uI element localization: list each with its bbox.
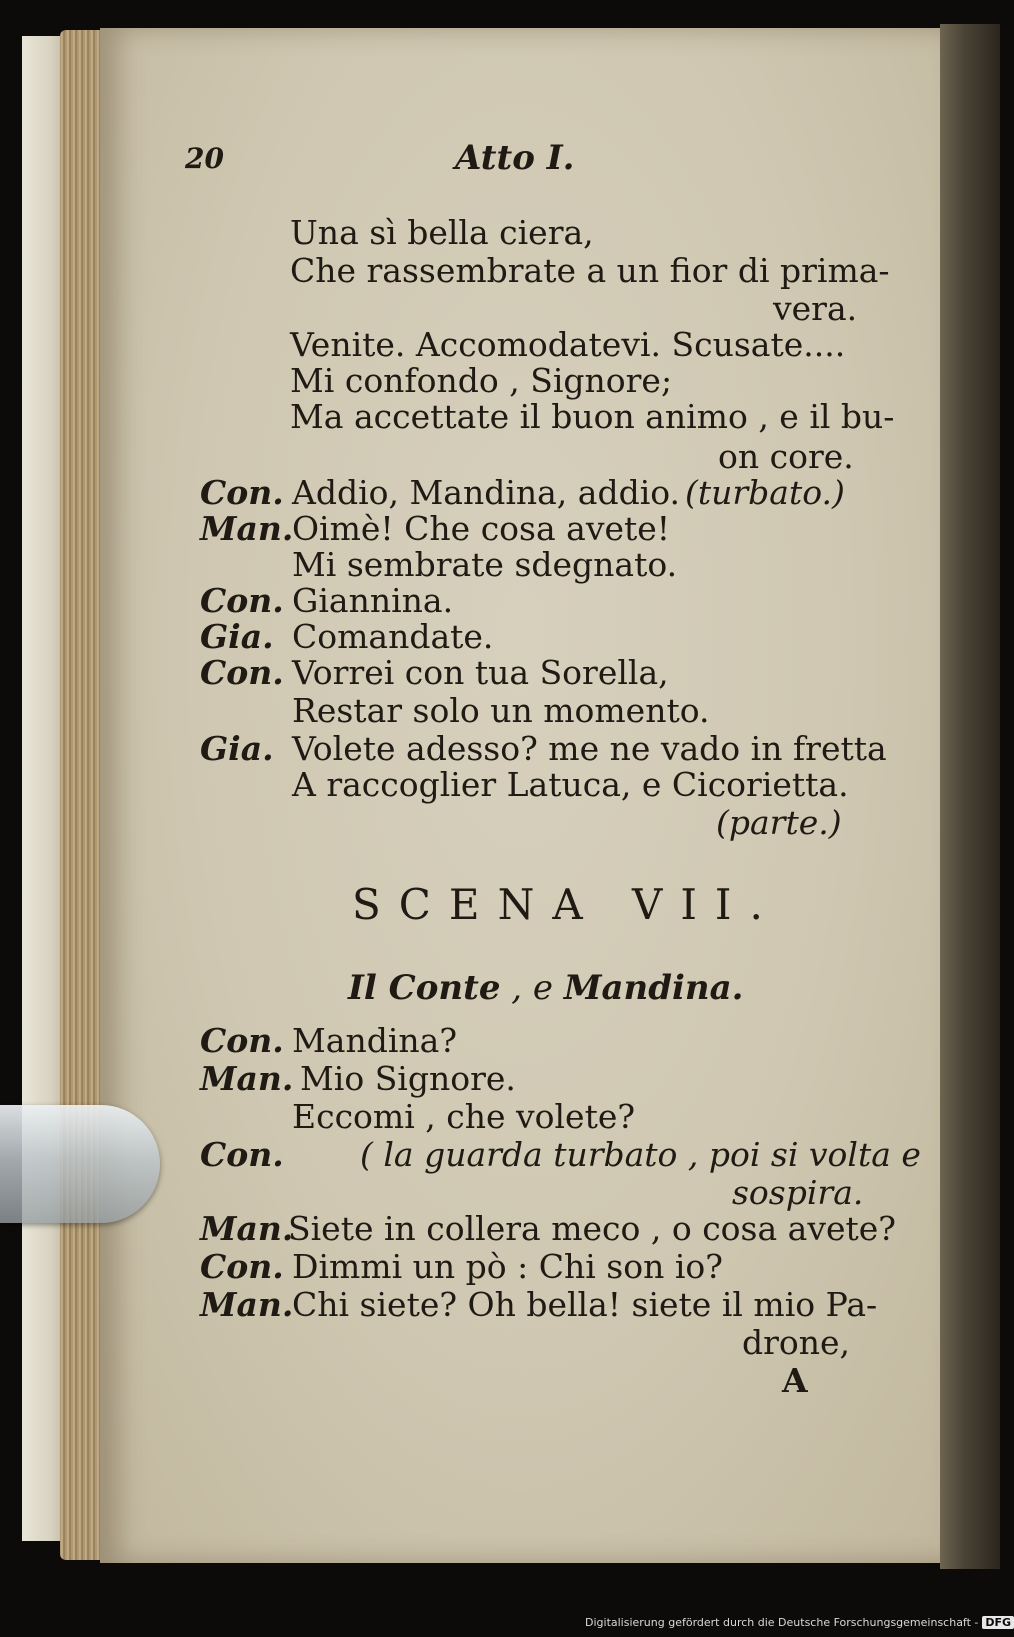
- running-title: Atto I.: [455, 138, 575, 178]
- speech-line: [200, 473, 845, 512]
- speaker-label: Man.: [200, 1059, 294, 1098]
- text-line: vera.: [773, 289, 858, 328]
- speaker-label: Con.: [200, 1021, 284, 1060]
- text-line: Ma accettate il buon animo , e il bu-: [290, 397, 895, 436]
- speech-line: [200, 617, 494, 656]
- speaker-label: Man.: [200, 1209, 294, 1248]
- speech-line: [200, 1059, 516, 1098]
- speech-line: [200, 581, 454, 620]
- cast-conte: Il Conte: [348, 968, 501, 1008]
- speech-line: [200, 1021, 458, 1060]
- speaker-label: Gia.: [200, 617, 274, 656]
- dfg-logo: DFG: [982, 1616, 1014, 1629]
- text-line: drone,: [742, 1323, 851, 1362]
- speech-line: [200, 509, 671, 548]
- text-line: Che rassembrate a un fior di prima-: [290, 251, 890, 290]
- speech-text: Comandate.: [292, 617, 494, 656]
- speech-text: Mandina?: [292, 1021, 458, 1060]
- book-spine: [940, 24, 1000, 1569]
- speech-line: [200, 1247, 723, 1286]
- text-line: on core.: [718, 437, 854, 476]
- text-line: Eccomi , che volete?: [292, 1097, 636, 1136]
- text-line: Una sì bella ciera,: [290, 213, 594, 252]
- glass-page-weight: [0, 1105, 160, 1223]
- speech-text: Dimmi un pò : Chi son io?: [292, 1247, 723, 1286]
- speech-line: [200, 729, 887, 768]
- speaker-label: Con.: [200, 581, 284, 620]
- speaker-label: Con.: [200, 1135, 284, 1174]
- speech-text: Mio Signore.: [300, 1059, 516, 1098]
- stage-direction: ( la guarda turbato , poi si volta e: [360, 1135, 921, 1174]
- stage-direction: (parte.): [716, 803, 842, 842]
- speech-text: Giannina.: [292, 581, 454, 620]
- digitization-credit: [585, 1616, 1014, 1629]
- scene-cast: [348, 968, 743, 1008]
- credit-text: Digitalisierung gefördert durch die Deutsche Forschungsgemeinschaft -: [585, 1616, 979, 1629]
- speaker-label: Gia.: [200, 729, 274, 768]
- text-line: Mi sembrate sdegnato.: [292, 545, 678, 584]
- speaker-label: Con.: [200, 473, 284, 512]
- text-line: Venite. Accomodatevi. Scusate....: [290, 325, 846, 364]
- speech-text: Oimè! Che cosa avete!: [292, 509, 671, 548]
- scene-heading: SCENA VII.: [352, 880, 781, 929]
- cast-separator: , e: [500, 968, 564, 1008]
- speech-text: Vorrei con tua Sorella,: [292, 653, 669, 692]
- speaker-label: Man.: [200, 1285, 294, 1324]
- speech-line: [200, 1209, 896, 1248]
- speaker-label: Man.: [200, 509, 294, 548]
- speaker-label: Con.: [200, 653, 284, 692]
- speech-text: Siete in collera meco , o cosa avete?: [288, 1209, 896, 1248]
- speech-line: [200, 1285, 878, 1324]
- speaker-label: Con.: [200, 1247, 284, 1286]
- speech-line: [200, 1135, 921, 1174]
- speech-text: Volete adesso? me ne vado in fretta: [292, 729, 887, 768]
- text-line: Mi confondo , Signore;: [290, 361, 673, 400]
- speech-text: Addio, Mandina, addio.: [292, 473, 681, 512]
- stage-direction: (turbato.): [685, 473, 845, 512]
- cast-mandina: Mandina.: [563, 968, 744, 1008]
- speech-text: Chi siete? Oh bella! siete il mio Pa-: [292, 1285, 878, 1324]
- catchword: A: [782, 1361, 808, 1400]
- speech-line: [200, 653, 669, 692]
- text-line: Restar solo un momento.: [292, 691, 710, 730]
- page-number: 20: [185, 142, 224, 175]
- stage-direction: sospira.: [732, 1173, 864, 1212]
- text-line: A raccoglier Latuca, e Cicorietta.: [292, 765, 849, 804]
